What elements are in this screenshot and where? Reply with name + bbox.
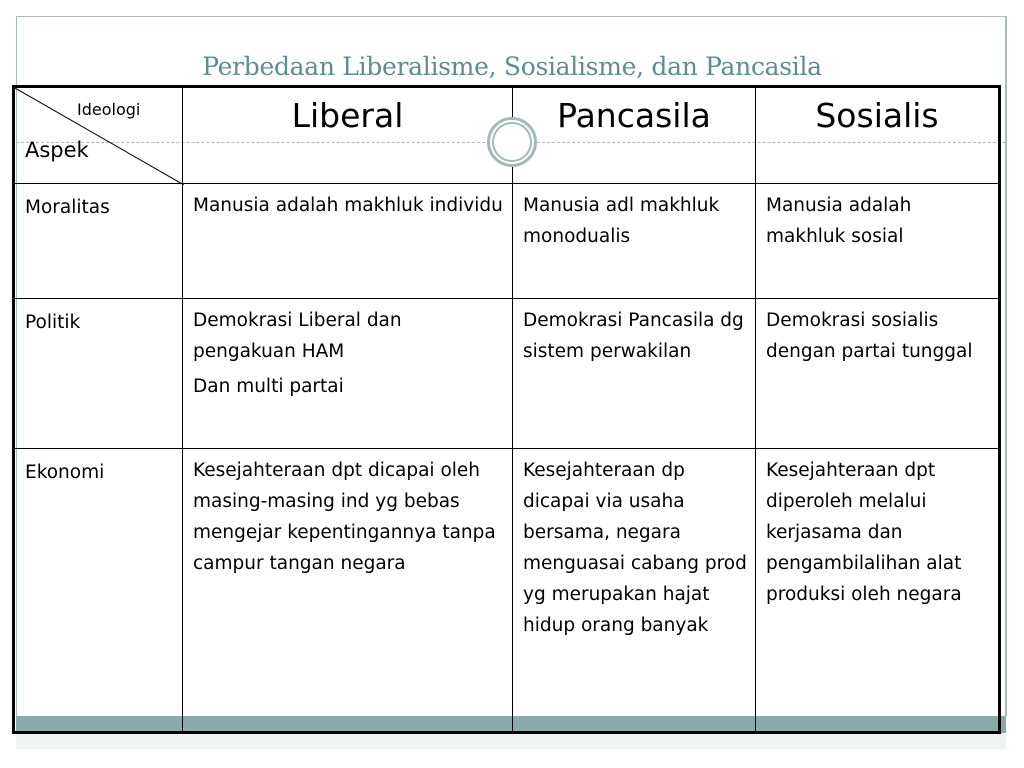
cell-text: Manusia adl makhluk monodualis (523, 195, 720, 247)
inner-ring-icon (492, 122, 532, 162)
cell-text: Demokrasi sosialis dengan partai tunggal (766, 310, 973, 362)
aspect-ekonomi: Ekonomi (14, 449, 183, 733)
cell-politik-liberal (183, 299, 513, 449)
cell-text: Kesejahteraan dp dicapai via usaha bersama, negara menguasai cabang prod yg merupakan hajat hidup orang banyak (523, 460, 747, 636)
cell-moralitas-pancasila (513, 184, 756, 299)
cell-moralitas-sosialis (756, 184, 1000, 299)
comparison-table (12, 85, 1001, 734)
table-row-politik (14, 299, 1000, 449)
header-pancasila: Pancasila (513, 87, 756, 184)
aspect-politik: Politik (14, 299, 183, 449)
cell-ekonomi-liberal (183, 449, 513, 733)
cell-text: Manusia adalah makhluk sosial (766, 195, 912, 247)
corner-cell (14, 87, 183, 184)
table-row-moralitas (14, 184, 1000, 299)
cell-politik-sosialis (756, 299, 1000, 449)
footer-strip (16, 733, 1006, 749)
cell-moralitas-liberal (183, 184, 513, 299)
cell-ekonomi-sosialis (756, 449, 1000, 733)
cell-text: Demokrasi Pancasila dg sistem perwakilan (523, 310, 744, 362)
cell-text: Kesejahteraan dpt dicapai oleh masing-masing ind yg bebas mengejar kepentingannya tanpa campur tangan negara (193, 460, 496, 574)
cell-text: Manusia adalah makhluk individu (193, 195, 503, 216)
header-liberal: Liberal (183, 87, 513, 184)
corner-ideologi-label: Ideologi (77, 100, 141, 119)
cell-text: Demokrasi Liberal dan pengakuan HAM (193, 310, 402, 362)
cell-politik-pancasila (513, 299, 756, 449)
cell-text: Dan multi partai (193, 376, 344, 397)
corner-aspek-label: Aspek (25, 138, 89, 162)
slide-title: Perbedaan Liberalisme, Sosialisme, dan Pancasila (202, 52, 822, 81)
table-row-ekonomi (14, 449, 1000, 733)
cell-ekonomi-pancasila (513, 449, 756, 733)
header-sosialis: Sosialis (756, 87, 1000, 184)
cell-text: Kesejahteraan dpt diperoleh melalui kerjasama dan pengambilalihan alat produksi oleh negara (766, 460, 962, 605)
aspect-moralitas: Moralitas (14, 184, 183, 299)
slide-right-rule (1006, 16, 1007, 716)
